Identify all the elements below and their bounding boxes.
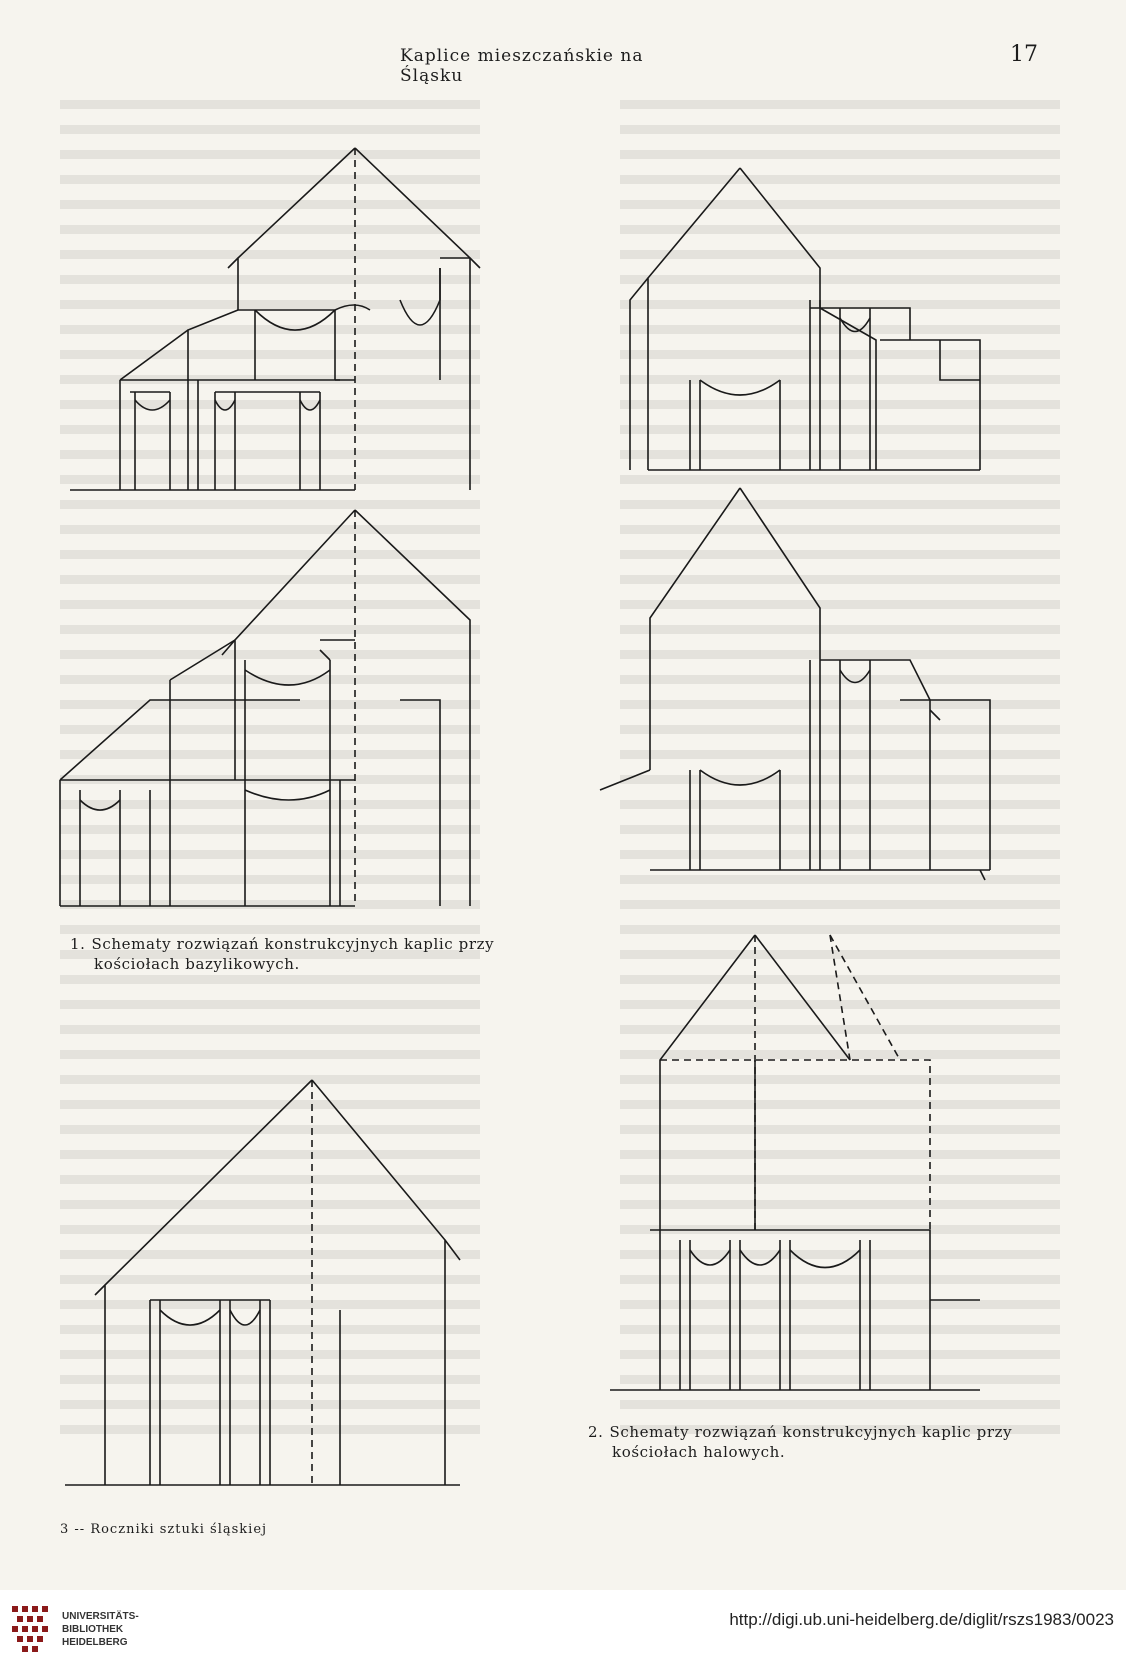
- figure-1-caption: [70, 934, 510, 974]
- fig2-section-f: [65, 1080, 460, 1485]
- fig1-section-a: [70, 148, 480, 490]
- library-name-line2: BIBLIOTHEK: [62, 1624, 124, 1635]
- library-name-line3: HEIDELBERG: [62, 1637, 128, 1648]
- figure-1-number: 1.: [70, 935, 86, 953]
- university-library-logo-icon: [10, 1604, 54, 1656]
- fig1-section-b: [630, 168, 980, 470]
- figure-2-number: 2.: [588, 1423, 604, 1441]
- running-header-title: Kaplice mieszczańskie na Śląsku: [400, 46, 644, 86]
- figure-1-caption-line2: kościołach bazylikowych.: [94, 955, 300, 973]
- fig2-section-e: [610, 935, 980, 1390]
- figure-2-caption: [588, 1422, 1058, 1462]
- figure-2-caption-line1: Schematy rozwiązań konstrukcyjnych kaplic przy: [609, 1423, 1013, 1441]
- source-url-link[interactable]: http://digi.ub.uni-heidelberg.de/diglit/rszs1983/0023: [729, 1610, 1114, 1629]
- library-name-line1: UNIVERSITÄTS-: [62, 1611, 139, 1622]
- journal-footnote: 3 -- Roczniki sztuki śląskiej: [60, 1522, 268, 1537]
- fig1-section-c: [60, 510, 470, 906]
- library-name: [62, 1610, 139, 1649]
- figure-1-caption-line1: Schematy rozwiązań konstrukcyjnych kaplic przy: [91, 935, 495, 953]
- fig1-section-d: [600, 488, 990, 880]
- figure-2-caption-line2: kościołach halowych.: [612, 1443, 786, 1461]
- page-number: 17: [1010, 42, 1038, 67]
- digitization-footer-bar: [0, 1590, 1126, 1671]
